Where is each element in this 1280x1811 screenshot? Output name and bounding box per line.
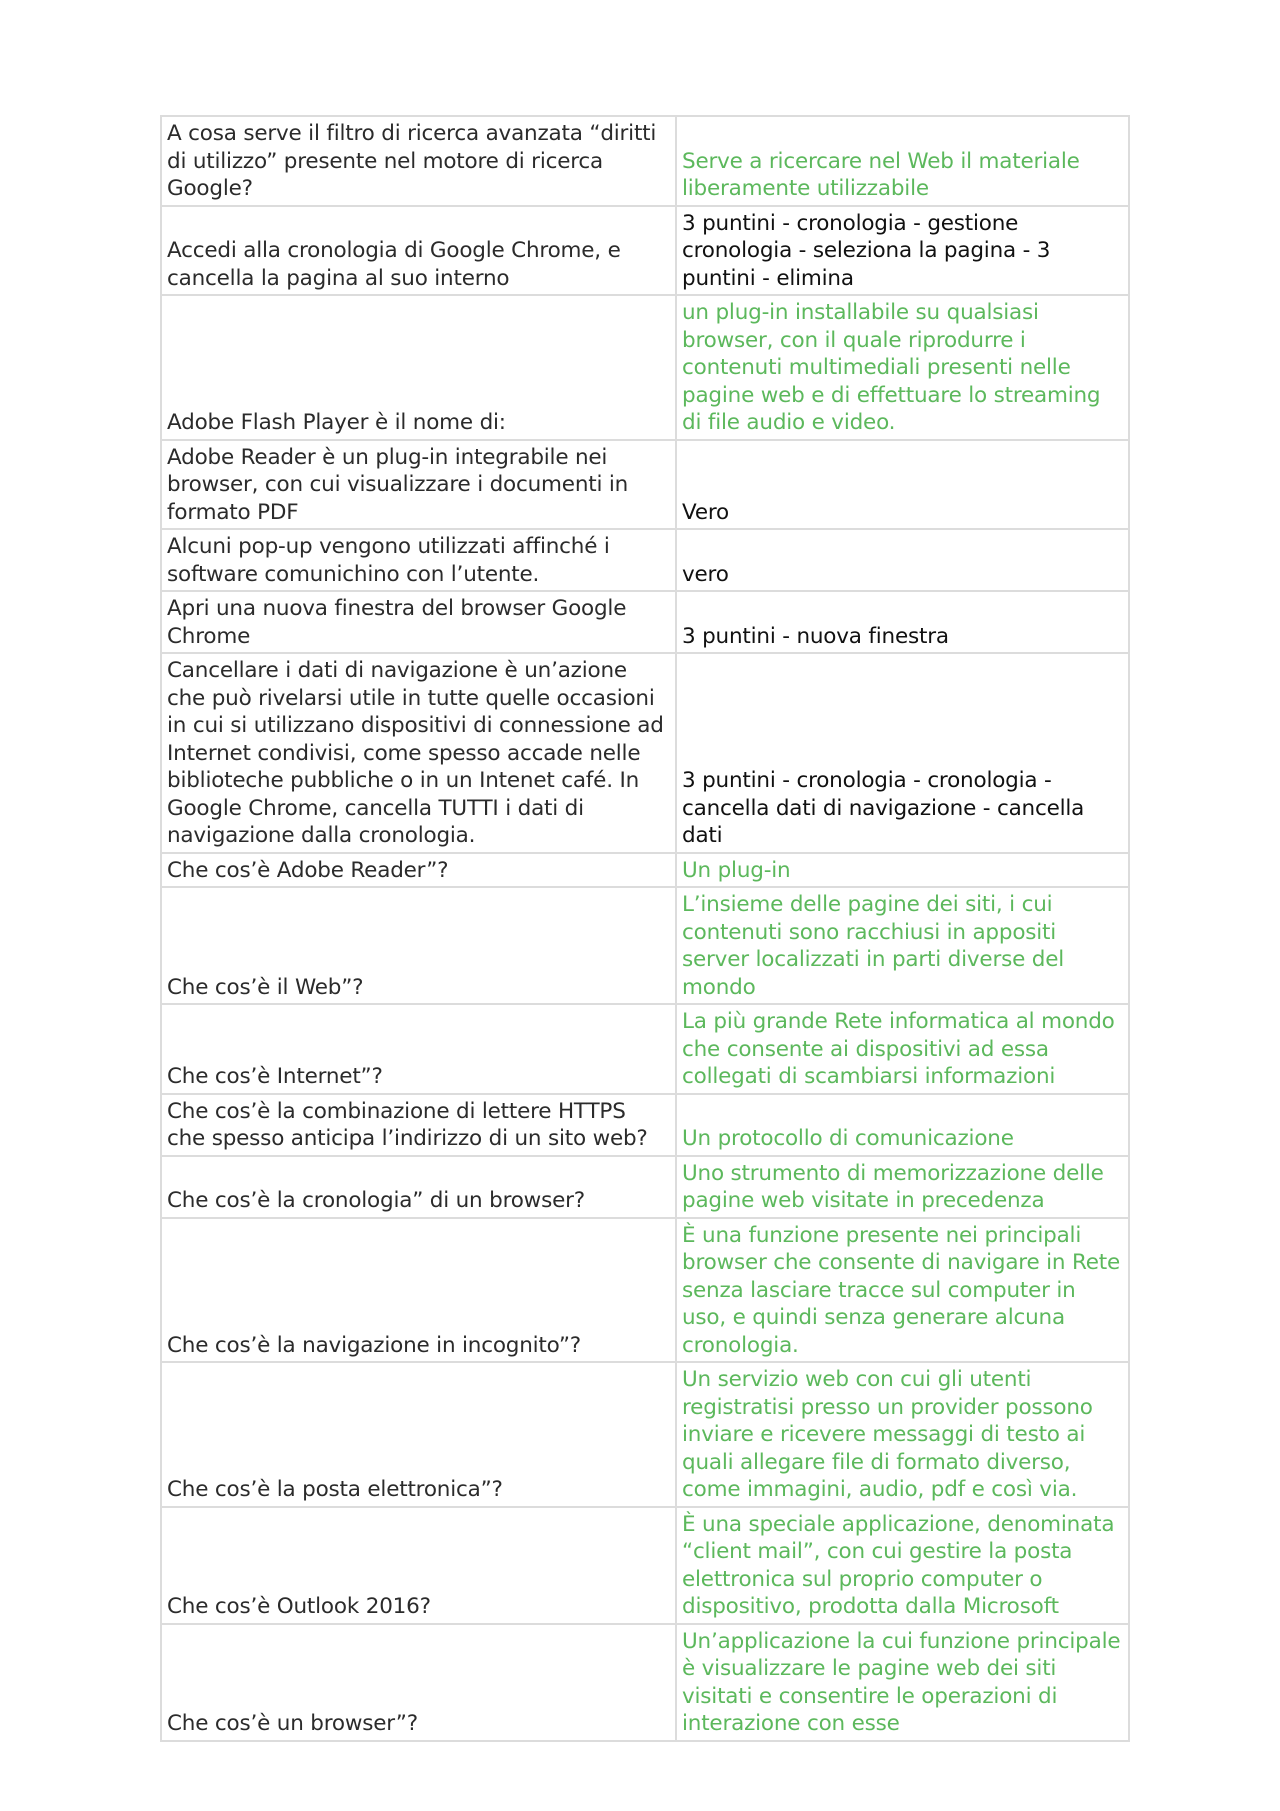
- answer-cell: È una speciale applicazione, denominata “client mail”, con cui gestire la posta elettronica sul proprio computer o dispositivo, prodotta dalla Microsoft: [676, 1507, 1129, 1624]
- question-cell: Che cos’è il Web”?: [161, 887, 676, 1004]
- answer-cell: Un protocollo di comunicazione: [676, 1094, 1129, 1156]
- table-row: [161, 1624, 1129, 1741]
- question-cell: Adobe Flash Player è il nome di:: [161, 295, 676, 440]
- question-cell: Alcuni pop-up vengono utilizzati affinché i software comunichino con l’utente.: [161, 529, 676, 591]
- answer-cell: Un servizio web con cui gli utenti registratisi presso un provider possono inviare e ricevere messaggi di testo ai quali allegare file di formato diverso, come immagini, audio, pdf e così via.: [676, 1362, 1129, 1507]
- table-row: [161, 1094, 1129, 1156]
- answer-cell: Un plug-in: [676, 853, 1129, 888]
- answer-cell: Un’applicazione la cui funzione principale è visualizzare le pagine web dei siti visitati e consentire le operazioni di interazione con esse: [676, 1624, 1129, 1741]
- answer-cell: vero: [676, 529, 1129, 591]
- answer-cell: Uno strumento di memorizzazione delle pagine web visitate in precedenza: [676, 1156, 1129, 1218]
- table-row: [161, 1218, 1129, 1363]
- table-row: [161, 1004, 1129, 1094]
- answer-cell: 3 puntini - nuova finestra: [676, 591, 1129, 653]
- question-cell: Che cos’è la posta elettronica”?: [161, 1362, 676, 1507]
- table-row: [161, 1156, 1129, 1218]
- qa-table-body: [161, 116, 1129, 1741]
- table-row: [161, 116, 1129, 206]
- question-cell: Che cos’è la combinazione di lettere HTTPS che spesso anticipa l’indirizzo di un sito web?: [161, 1094, 676, 1156]
- question-cell: Che cos’è un browser”?: [161, 1624, 676, 1741]
- question-cell: Che cos’è la navigazione in incognito”?: [161, 1218, 676, 1363]
- question-cell: A cosa serve il filtro di ricerca avanzata “diritti di utilizzo” presente nel motore di ricerca Google?: [161, 116, 676, 206]
- question-cell: Che cos’è la cronologia” di un browser?: [161, 1156, 676, 1218]
- table-row: [161, 295, 1129, 440]
- answer-cell: Vero: [676, 440, 1129, 530]
- table-row: [161, 1362, 1129, 1507]
- table-row: [161, 887, 1129, 1004]
- question-cell: Cancellare i dati di navigazione è un’azione che può rivelarsi utile in tutte quelle occasioni in cui si utilizzano dispositivi di connessione ad Internet condivisi, come spesso accade nelle biblioteche pubbliche o in un Intenet café. In Google Chrome, cancella TUTTI i dati di navigazione dalla cronologia.: [161, 653, 676, 853]
- answer-cell: Serve a ricercare nel Web il materiale liberamente utilizzabile: [676, 116, 1129, 206]
- question-cell: Che cos’è Adobe Reader”?: [161, 853, 676, 888]
- table-row: [161, 653, 1129, 853]
- table-row: [161, 1507, 1129, 1624]
- table-row: [161, 206, 1129, 296]
- table-row: [161, 591, 1129, 653]
- answer-cell: un plug-in installabile su qualsiasi browser, con il quale riprodurre i contenuti multimediali presenti nelle pagine web e di effettuare lo streaming di file audio e video.: [676, 295, 1129, 440]
- table-row: [161, 853, 1129, 888]
- document-page: [160, 115, 1128, 1742]
- answer-cell: La più grande Rete informatica al mondo che consente ai dispositivi ad essa collegati di scambiarsi informazioni: [676, 1004, 1129, 1094]
- answer-cell: 3 puntini - cronologia - cronologia - cancella dati di navigazione - cancella dati: [676, 653, 1129, 853]
- answer-cell: È una funzione presente nei principali browser che consente di navigare in Rete senza lasciare tracce sul computer in uso, e quindi senza generare alcuna cronologia.: [676, 1218, 1129, 1363]
- table-row: [161, 529, 1129, 591]
- question-cell: Adobe Reader è un plug-in integrabile nei browser, con cui visualizzare i documenti in formato PDF: [161, 440, 676, 530]
- question-cell: Accedi alla cronologia di Google Chrome, e cancella la pagina al suo interno: [161, 206, 676, 296]
- qa-table: [160, 115, 1130, 1742]
- question-cell: Apri una nuova finestra del browser Google Chrome: [161, 591, 676, 653]
- question-cell: Che cos’è Internet”?: [161, 1004, 676, 1094]
- answer-cell: L’insieme delle pagine dei siti, i cui contenuti sono racchiusi in appositi server localizzati in parti diverse del mondo: [676, 887, 1129, 1004]
- question-cell: Che cos’è Outlook 2016?: [161, 1507, 676, 1624]
- answer-cell: 3 puntini - cronologia - gestione cronologia - seleziona la pagina - 3 puntini - elimina: [676, 206, 1129, 296]
- table-row: [161, 440, 1129, 530]
